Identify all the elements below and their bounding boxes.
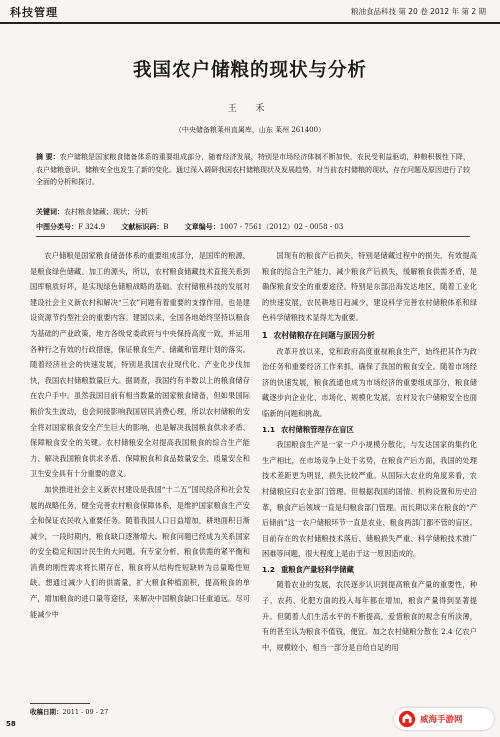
received-value: 2011 - 09 - 27	[62, 708, 109, 716]
divider	[36, 236, 470, 237]
subsection-heading	[262, 422, 477, 438]
keywords-label: 关键词：	[36, 208, 64, 216]
clc-label: 中图分类号：	[36, 223, 78, 231]
abstract-text: 农户储粮是国家粮食储备体系的重要组成部分，随着经济发展，特别是市场经济体制不断加快，农民受利益驱动，种粮积极性下降，农户储粮意识、储粮安全也发生了新的变化。通过深入调研我国农村储粮现状及发展趋势，对当前农村储粮的现状、存在问题及原因进行了较全面的分析和探讨。	[36, 153, 471, 186]
section-heading	[262, 328, 477, 344]
doc-code-value: B	[163, 223, 169, 231]
subsection-heading-text: 重粮食产量轻科学储藏	[280, 564, 354, 574]
body-paragraph: 农户储粮是国家粮食储备体系的重要组成部分，是国库的粮源，是粮食绿色储藏、加工的源头，所以，农村粮食储藏技术直接关系到国库粮质好坏，是实现绿色储粮战略的基础。农村储粮科技的发展对建设社会主义新农村和解决“三农”问题有着重要的支撑作用，也是建设资源节约型社会的重要内容。建国以来，全国各地始终坚持以粮食为基础的产业政策，地方各级党委政府与中央保持高度一致，并运用各种行之有效的行政措施，保证粮食生产、储藏和管理计划的落实。随着经济社会的快速发展，特别是我国农业现代化、产业化步伐加快，我国农村储粮数量巨大。据调查，我国约有半数以上的粮食储存在农户手中。虽然我国目前有相当数量的国家粮食储备，但如果国际粮价发生波动，也会间接影响我国居民消费心理，所以农村储粮的安全将对国家粮食安全产生巨大的影响，也是解决我国粮食供求矛盾、保障粮食安全的关键。农村储粮安全对提高我国粮食的综合生产能力、解决我国粮食供求矛盾、保障粮食和食品数量安全、质量安全和卫生安全具有十分重要的意义。	[30, 251, 250, 479]
subsection-heading	[262, 562, 477, 578]
body-paragraph: 加快推进社会主义新农村建设是我国“十二五”国民经济和社会发展的战略任务，健全完善农村粮食保障体系，是维护国家粮食生产安全和保证农民收入重要任务。随着我国人口日益增加，耕地面积日渐减少，一段时期内，粮食缺口逐渐增大。粮食问题已经成为关系国家的安全稳定和国计民生的大问题。有专家分析，粮食供需的紧平衡和消费的刚性需求将长期存在，粮食将从结构性短缺转为总量略性短缺。想通过减少人们的供需量，扩大粮食种植面积，提高粮食的单产，增加粮食的进口量等途径，来解决中国粮食缺口任重道远。尽可能减少中	[30, 484, 250, 619]
keywords-text: 农村粮食储藏；现状；分析	[64, 208, 148, 216]
body-paragraph: 改革开放以来，党和政府高度重视粮食生产，始终把其作为政治任务和重要经济工作来抓，确保了我国的粮食安全。随着市场经济的快速发展，粮食流通也成为市场经济的重要组成部分，粮食储藏逐步向企业化、市场化、规模化发展，农村及农户储粮安全也面临新的问题和挑战。	[262, 346, 477, 418]
left-column	[30, 248, 250, 622]
section-label: 科技管理	[10, 6, 58, 19]
clc-value: F 324.9	[78, 223, 106, 231]
journal-info: 粮油食品科技 第 20 卷 2012 年 第 2 期	[351, 7, 486, 16]
article-no-value: 1007 - 7561（2012）02 - 0058 - 03	[219, 223, 344, 231]
subsection-number: 1.2	[262, 564, 275, 574]
body-paragraph: 我国粮食生产是一家一户小规模分散化，与发达国家的集约化生产相比，在市场竞争上处于劣势，在粮食产后方面，我国的处理技术差距更为明显，损失比较严重。从国际大农业的角度来看，农村储粮应归农业部门管理。但根据我国的国情、机构设置和历史沿革，粮食产后领域一直是归粮食部门管理。而长期以来在粮食的“产后储前”这一农户储粮环节一直是农业、粮食两部门都不管的盲区。目前存在的农村储粮技术落后、储粮损失严重、科学储粮技术推广困难等问题，很大程度上是由于这一原因造成的。	[262, 440, 477, 559]
watermark-logo-icon	[398, 710, 416, 728]
received-date	[30, 707, 108, 716]
abstract	[36, 151, 470, 189]
right-column	[262, 248, 477, 655]
subsection-number: 1.1	[262, 424, 275, 434]
classification-line	[36, 222, 476, 232]
article-title: 我国农户储粮的现状与分析	[132, 60, 367, 81]
section-heading-text: 农村储粮存在问题与原因分析	[273, 330, 375, 340]
journal-header	[0, 0, 500, 24]
keywords	[36, 207, 470, 217]
body-paragraph: 随着农业的发展，农民逐步认识到提高粮食产量的重要性，种子、农药、化肥方面的投入每年都在增加，粮食产量得到显著提升。但随着人们生活水平的不断提高，爱惜粮食的观念有所淡薄，有的甚至认为粮食不值钱，便宜。加之农村储粮分散在 2.4 亿农户中，规模较小，相当一部分是自给自足的用	[262, 580, 477, 652]
doc-code-label: 文献标识码：	[121, 223, 164, 231]
body-paragraph: 国现有的粮食产后损失，特别是储藏过程中的损失，有效提高粮食的综合生产能力，减少粮食产后损失，缓解粮食供需矛盾，是确保粮食安全的重要途径。特别是东部沿海发达地区，随着工业化的快速发展，农民耕地日趋减少，建设科学完善农村储粮体系和绿色科学储粮技术显得尤为重要。	[262, 251, 477, 323]
article-no-label: 文章编号：	[184, 223, 220, 231]
article-author: 王 禾	[227, 104, 273, 114]
author-affiliation: （中央储备粮莱州直属库，山东 莱州 261400）	[174, 126, 326, 134]
section-number: 1	[262, 330, 268, 340]
site-watermark[interactable]	[394, 708, 494, 730]
page-number: 58	[6, 720, 16, 728]
watermark-text: 威海手游网	[420, 715, 463, 725]
received-label: 收稿日期：	[30, 708, 63, 716]
footnote-divider	[30, 703, 90, 704]
subsection-heading-text: 农村储粮管理存在盲区	[280, 424, 354, 434]
abstract-label: 摘 要：	[36, 153, 60, 161]
